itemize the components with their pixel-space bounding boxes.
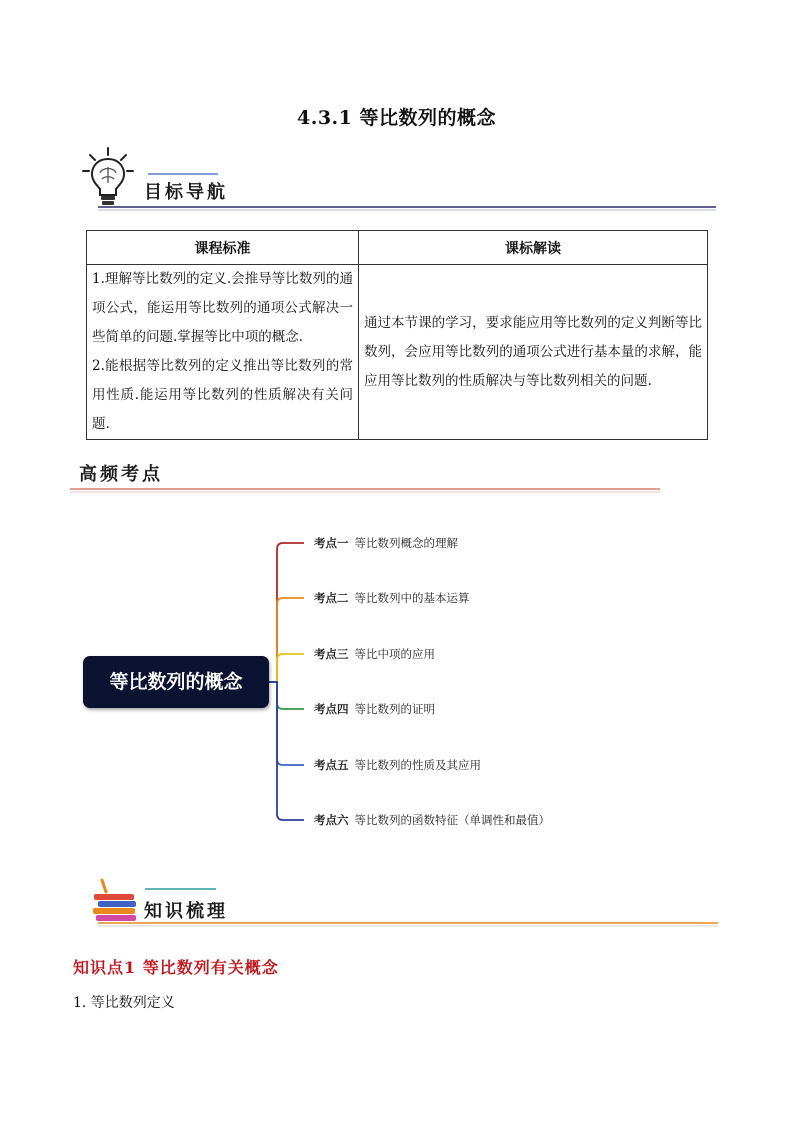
connector-branch-5 [269,682,304,765]
mind-map-root: 等比数列的概念 [83,656,269,708]
branch-text: 等比数列的性质及其应用 [354,758,481,772]
mind-map-branch-6 [314,812,550,828]
branch-tag: 考点三 [314,647,349,661]
connector-branch-1 [269,543,304,682]
header-course-standard: 课程标准 [87,231,359,265]
freq-section-label: 高频考点 [79,464,163,485]
header-standard-interpretation: 课标解读 [359,231,708,265]
connector-branch-6 [269,682,304,820]
branch-text: 等比数列的函数特征（单调性和最值） [354,813,550,827]
branch-text: 等比中项的应用 [354,647,435,661]
knowledge-section-label: 知识梳理 [144,901,228,922]
branch-tag: 考点五 [314,758,349,772]
branch-tag: 考点二 [314,591,349,605]
interpretation-text: 通过本节课的学习，要求能应用等比数列的定义判断等比数列，会应用等比数列的通项公式进行基本量的求解，能应用等比数列的性质解决与等比数列相关的问题. [364,314,702,389]
branch-tag: 考点一 [314,536,349,550]
knowledge-point-subheading: 1. 等比数列定义 [73,995,175,1011]
branch-text: 等比数列概念的理解 [354,536,458,550]
branch-text: 等比数列中的基本运算 [354,591,470,605]
connector-branch-4 [269,682,304,709]
branch-text: 等比数列的证明 [354,702,435,716]
connector-branch-2 [269,598,304,682]
mind-map-branch-4 [314,701,435,717]
mind-map-branch-2 [314,590,470,606]
page-title: 4.3.1 等比数列的概念 [296,107,496,129]
mind-map-branch-1 [314,535,458,551]
branch-tag: 考点六 [314,813,349,827]
mind-map-branch-5 [314,757,481,773]
books-icon [93,880,136,921]
knowledge-point-heading: 知识点1 等比数列有关概念 [73,958,279,977]
connector-branch-3 [269,654,304,682]
standard-line-2: 2.能根据等比数列的定义推出等比数列的常用性质.能运用等比数列的性质解决有关问题. [92,358,353,432]
branch-tag: 考点四 [314,702,349,716]
goals-section-label: 目标导航 [144,182,228,203]
standard-line-1: 1.理解等比数列的定义.会推导等比数列的通项公式，能运用等比数列的通项公式解决一些简单的问题.掌握等比中项的概念. [92,271,353,345]
mind-map-branch-3 [314,646,435,662]
